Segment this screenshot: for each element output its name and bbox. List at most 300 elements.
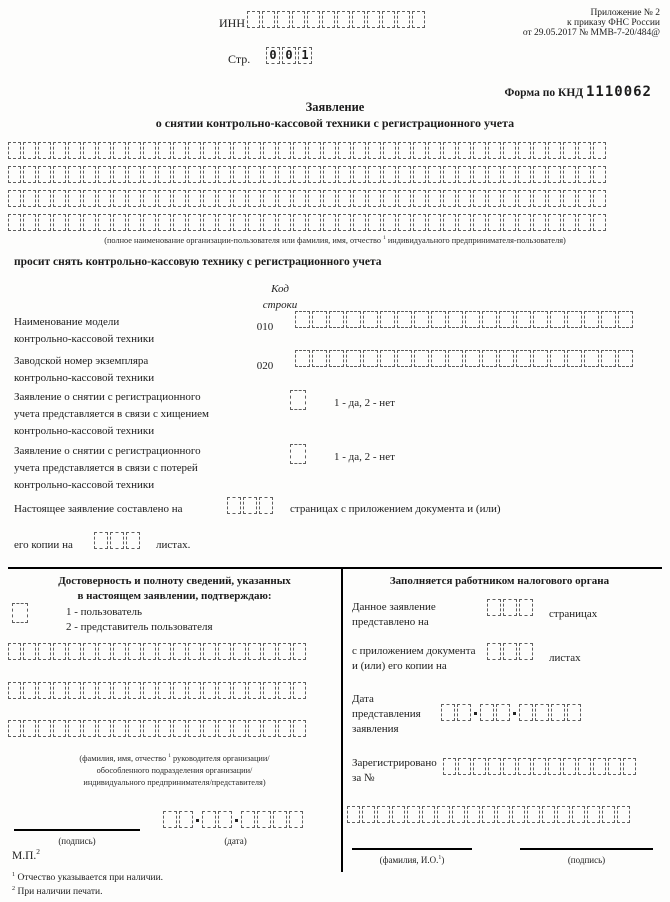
- form-cell: [443, 166, 456, 183]
- form-cell: [518, 214, 531, 231]
- form-cell: [233, 190, 246, 207]
- form-cell: [8, 720, 21, 737]
- form-cell: [488, 190, 501, 207]
- form-cell: [173, 682, 186, 699]
- form-cell: [233, 142, 246, 159]
- form-cell: [578, 166, 591, 183]
- form-cell: [518, 142, 531, 159]
- form-cell: [233, 682, 246, 699]
- form-cell: [535, 704, 549, 721]
- form-cell: [68, 142, 81, 159]
- form-cell: [443, 142, 456, 159]
- form-cell: [448, 311, 463, 328]
- form-cell: [83, 142, 96, 159]
- form-cell: [113, 682, 126, 699]
- form-cell: [53, 720, 66, 737]
- signer-type-field: [12, 603, 30, 623]
- form-cell: [407, 806, 420, 823]
- form-cell: [414, 350, 429, 367]
- form-cell: [143, 720, 156, 737]
- appendix-line: Приложение № 2: [590, 8, 660, 18]
- form-cell: [567, 350, 582, 367]
- form-cell: [503, 758, 516, 775]
- form-cell: [248, 142, 261, 159]
- form-cell: [290, 390, 306, 410]
- form-cell: [83, 166, 96, 183]
- form-cell: [458, 214, 471, 231]
- form-cell: [188, 214, 201, 231]
- submitted-label-line2: представлено на: [352, 616, 429, 628]
- pages-count-label: Настоящее заявление составлено на: [14, 503, 183, 515]
- signature-date-field: [163, 811, 305, 828]
- form-cell: [203, 142, 216, 159]
- form-cell: [188, 166, 201, 183]
- form-cell: [203, 682, 216, 699]
- form-cell: [278, 682, 291, 699]
- form-cell: [518, 166, 531, 183]
- form-cell: [392, 806, 405, 823]
- form-cell: [368, 142, 381, 159]
- form-cell: [516, 350, 531, 367]
- form-cell: [587, 806, 600, 823]
- form-cell: [263, 682, 276, 699]
- form-cell: [278, 142, 291, 159]
- form-cell: [338, 190, 351, 207]
- registered-label-line2: за №: [352, 772, 375, 784]
- form-cell: [128, 214, 141, 231]
- form-cell: [563, 142, 576, 159]
- form-cell: [458, 190, 471, 207]
- form-cell: [295, 350, 310, 367]
- form-cell: [512, 806, 525, 823]
- attachment-label-line2: и (или) его копии на: [352, 660, 447, 672]
- form-cell: [278, 214, 291, 231]
- date-separator-dot: [196, 819, 199, 822]
- form-cell: [488, 214, 501, 231]
- form-cell: [473, 142, 486, 159]
- form-cell: [353, 190, 366, 207]
- form-cell: [482, 806, 495, 823]
- form-cell: [377, 806, 390, 823]
- signer-option-representative: 2 - представитель пользователя: [66, 621, 213, 633]
- form-cell: [263, 166, 276, 183]
- model-name-field: [295, 311, 635, 328]
- footnote-1: $^1$ Отчество указывается при наличии.: [12, 871, 164, 883]
- form-cell: [550, 311, 565, 328]
- form-cell: [431, 350, 446, 367]
- form-cell: [218, 682, 231, 699]
- form-cell: [128, 166, 141, 183]
- form-cell: [8, 643, 21, 660]
- form-cell: [262, 11, 275, 28]
- form-cell: [308, 214, 321, 231]
- submission-date-label-line1: Дата: [352, 693, 374, 705]
- attachment-unit: листах: [549, 652, 581, 664]
- form-cell: [158, 643, 171, 660]
- appendix-line: к приказу ФНС России: [567, 18, 660, 28]
- form-cell: [203, 643, 216, 660]
- form-cell: [263, 214, 276, 231]
- form-cell: [428, 214, 441, 231]
- form-cell: [398, 142, 411, 159]
- date-separator-dot: [474, 712, 477, 715]
- form-cell: 1: [298, 47, 312, 64]
- form-cell: [367, 11, 380, 28]
- date-caption: (дата): [224, 836, 247, 846]
- form-cell: [448, 350, 463, 367]
- section-divider-vertical: [341, 567, 343, 872]
- form-cell: [465, 311, 480, 328]
- form-cell: [293, 214, 306, 231]
- serial-number-field: [295, 350, 635, 367]
- form-cell: [548, 190, 561, 207]
- officer-signature-caption: (подпись): [567, 855, 606, 865]
- form-cell: [593, 190, 606, 207]
- appendix-line: от 29.05.2017 № ММВ-7-20/484@: [522, 28, 660, 38]
- form-cell: [218, 214, 231, 231]
- form-cell: [248, 643, 261, 660]
- form-cell: [241, 811, 255, 828]
- form-cell: [601, 311, 616, 328]
- form-cell: [473, 190, 486, 207]
- form-cell: [413, 142, 426, 159]
- loss-label-line2: учета представляется в связи с потерей: [14, 462, 198, 474]
- form-cell: [278, 720, 291, 737]
- stamp-place-label: М.П.$^2$: [12, 847, 41, 862]
- signature-caption: (подпись): [58, 836, 96, 846]
- form-cell: [458, 758, 471, 775]
- theft-flag-field: [290, 390, 308, 410]
- form-cell: [23, 190, 36, 207]
- form-cell: [347, 806, 360, 823]
- form-cell: [263, 720, 276, 737]
- form-cell: [473, 758, 486, 775]
- form-cell: [533, 142, 546, 159]
- form-cell: [188, 142, 201, 159]
- form-cell: [578, 142, 591, 159]
- form-cell: [128, 190, 141, 207]
- form-cell: [519, 704, 533, 721]
- form-cell: [533, 758, 546, 775]
- form-cell: [233, 643, 246, 660]
- serial-number-label-line1: Заводской номер экземпляра: [14, 355, 149, 367]
- request-line: просит снять контрольно-кассовую технику с регистрационного учета: [14, 256, 382, 268]
- form-cell: [113, 142, 126, 159]
- form-cell: [218, 142, 231, 159]
- loss-options: 1 - да, 2 - нет: [334, 451, 395, 463]
- form-cell: [380, 311, 395, 328]
- form-cell: [202, 811, 216, 828]
- signature-line: [14, 829, 140, 831]
- form-cell: [293, 166, 306, 183]
- form-cell: [308, 142, 321, 159]
- form-cell: [68, 682, 81, 699]
- form-cell: [518, 190, 531, 207]
- signer-caption-line1: (фамилия, имя, отчество $^1$ руководителя организации/: [79, 753, 270, 763]
- form-cell: [363, 350, 378, 367]
- form-cell: [53, 190, 66, 207]
- form-cell: [188, 720, 201, 737]
- form-cell: [323, 166, 336, 183]
- form-cell: [98, 720, 111, 737]
- form-cell: [550, 350, 565, 367]
- form-cell: [473, 166, 486, 183]
- form-cell: [533, 190, 546, 207]
- form-cell: [188, 643, 201, 660]
- applicant-name-row: [8, 142, 608, 159]
- form-cell: [368, 190, 381, 207]
- form-cell: [368, 166, 381, 183]
- form-cell: [295, 311, 310, 328]
- serial-number-label-line2: контрольно-кассовой техники: [14, 372, 155, 384]
- form-cell: [323, 214, 336, 231]
- form-cell: [128, 643, 141, 660]
- form-cell: [578, 214, 591, 231]
- form-cell: [618, 350, 633, 367]
- applicant-name-row: [8, 214, 608, 231]
- theft-options: 1 - да, 2 - нет: [334, 397, 395, 409]
- form-cell: [443, 214, 456, 231]
- form-cell: [293, 643, 306, 660]
- form-cell: [83, 720, 96, 737]
- form-cell: [441, 704, 455, 721]
- inn-label: ИНН: [219, 16, 245, 30]
- theft-label-line3: контрольно-кассовой техники: [14, 425, 155, 437]
- form-cell: [578, 190, 591, 207]
- form-cell: [533, 166, 546, 183]
- form-cell: [503, 599, 517, 616]
- form-cell: [98, 214, 111, 231]
- form-cell: [173, 214, 186, 231]
- form-cell: [188, 190, 201, 207]
- form-cell: [278, 643, 291, 660]
- form-cell: [126, 532, 140, 549]
- form-cell: [397, 11, 410, 28]
- form-cell: [98, 682, 111, 699]
- form-cell: [248, 720, 261, 737]
- form-cell: [158, 720, 171, 737]
- code-header-line2: строки: [262, 299, 298, 311]
- form-cell: [233, 214, 246, 231]
- code-header-line1: Код: [271, 283, 289, 295]
- form-cell: [353, 214, 366, 231]
- form-cell: [488, 166, 501, 183]
- form-cell: [68, 643, 81, 660]
- form-cell: [593, 214, 606, 231]
- submission-date-label-line2: представления: [352, 708, 421, 720]
- form-cell: [173, 643, 186, 660]
- form-cell: [548, 214, 561, 231]
- form-cell: [218, 190, 231, 207]
- form-cell: [533, 311, 548, 328]
- form-cell: [248, 190, 261, 207]
- form-cell: [338, 214, 351, 231]
- form-cell: [428, 166, 441, 183]
- form-cell: [113, 643, 126, 660]
- form-cell: [578, 758, 591, 775]
- form-cell: [203, 190, 216, 207]
- form-cell: [38, 214, 51, 231]
- form-cell: [173, 720, 186, 737]
- attachment-sheets-field: [487, 643, 535, 660]
- form-cell: [431, 311, 446, 328]
- form-cell: [113, 190, 126, 207]
- inn-field: [247, 11, 427, 28]
- form-cell: [465, 350, 480, 367]
- form-cell: [503, 190, 516, 207]
- form-cell: [173, 190, 186, 207]
- form-cell: [382, 11, 395, 28]
- loss-label-line3: контрольно-кассовой техники: [14, 479, 155, 491]
- form-cell: [83, 214, 96, 231]
- form-cell: [158, 190, 171, 207]
- page-number-field: [266, 47, 314, 64]
- form-cell: [143, 643, 156, 660]
- form-cell: [593, 758, 606, 775]
- form-cell: [383, 190, 396, 207]
- form-cell: [23, 720, 36, 737]
- form-cell: [383, 166, 396, 183]
- form-cell: [383, 142, 396, 159]
- form-cell: [188, 682, 201, 699]
- form-cell: [623, 758, 636, 775]
- form-title-line1: Заявление: [305, 100, 365, 114]
- form-cell: [519, 599, 533, 616]
- form-cell: [542, 806, 555, 823]
- form-cell: [248, 682, 261, 699]
- form-cell: [533, 214, 546, 231]
- form-cell: [158, 214, 171, 231]
- form-cell: [68, 190, 81, 207]
- form-title-line2: о снятии контрольно-кассовой техники с регистрационного учета: [155, 116, 515, 130]
- form-cell: [173, 142, 186, 159]
- signer-name-row: [8, 720, 308, 737]
- form-cell: [203, 720, 216, 737]
- form-cell: [398, 190, 411, 207]
- form-cell: [38, 190, 51, 207]
- officer-name-line: [352, 848, 472, 850]
- officer-name-caption: (фамилия, И.О.$^1$): [379, 855, 445, 865]
- form-cell: [110, 532, 124, 549]
- form-cell: [259, 497, 273, 514]
- applicant-name-row: [8, 190, 608, 207]
- appendix-note: [420, 8, 660, 38]
- officer-signature-line: [520, 848, 653, 850]
- form-cell: [293, 142, 306, 159]
- form-cell: [293, 720, 306, 737]
- signer-name-row: [8, 682, 308, 699]
- form-cell: [8, 214, 21, 231]
- form-cell: [608, 758, 621, 775]
- signer-name-row: [8, 643, 308, 660]
- model-name-label-line1: Наименование модели: [14, 316, 120, 328]
- form-cell: [346, 350, 361, 367]
- submitted-unit: страницах: [549, 608, 598, 620]
- form-cell: [158, 142, 171, 159]
- form-cell: [548, 142, 561, 159]
- form-cell: [551, 704, 565, 721]
- form-cell: [179, 811, 193, 828]
- form-cell: [227, 497, 241, 514]
- form-cell: [601, 350, 616, 367]
- form-cell: [113, 214, 126, 231]
- form-cell: [422, 806, 435, 823]
- form-cell: [567, 704, 581, 721]
- form-cell: [380, 350, 395, 367]
- section-divider-horizontal: [8, 567, 662, 569]
- form-cell: 0: [266, 47, 280, 64]
- form-cell: [584, 350, 599, 367]
- form-cell: [443, 758, 456, 775]
- form-cell: [38, 166, 51, 183]
- form-cell: [257, 811, 271, 828]
- submission-date-field: [441, 704, 583, 721]
- attachment-label-line1: с приложением документа: [352, 645, 476, 657]
- form-cell: [128, 142, 141, 159]
- form-cell: [68, 720, 81, 737]
- form-cell: [23, 643, 36, 660]
- form-cell: [98, 142, 111, 159]
- form-cell: [278, 166, 291, 183]
- form-cell: [98, 643, 111, 660]
- form-cell: [383, 214, 396, 231]
- form-cell: [233, 166, 246, 183]
- form-cell: [618, 311, 633, 328]
- theft-label-line1: Заявление о снятии с регистрационного: [14, 391, 201, 403]
- form-cell: [503, 643, 517, 660]
- form-cell: [263, 142, 276, 159]
- form-cell: [243, 497, 257, 514]
- form-cell: [218, 166, 231, 183]
- form-cell: [143, 682, 156, 699]
- row-code-010: 010: [256, 321, 274, 333]
- pages-count-field: [227, 497, 275, 514]
- form-cell: [248, 214, 261, 231]
- form-cell: [397, 350, 412, 367]
- form-cell: [98, 190, 111, 207]
- form-cell: [247, 11, 260, 28]
- form-cell: [38, 142, 51, 159]
- form-cell: [563, 214, 576, 231]
- form-cell: [398, 214, 411, 231]
- form-cell: [8, 682, 21, 699]
- submitted-pages-field: [487, 599, 535, 616]
- submission-date-label-line3: заявления: [352, 723, 399, 735]
- form-cell: [458, 142, 471, 159]
- form-cell: [8, 166, 21, 183]
- form-cell: [352, 11, 365, 28]
- form-cell: [329, 311, 344, 328]
- form-cell: [346, 311, 361, 328]
- form-cell: [503, 166, 516, 183]
- form-cell: [533, 350, 548, 367]
- form-cell: [128, 682, 141, 699]
- form-cell: [548, 166, 561, 183]
- form-cell: [218, 643, 231, 660]
- copies-count-label: его копии на: [14, 539, 73, 551]
- form-cell: [98, 166, 111, 183]
- form-cell: [480, 704, 494, 721]
- form-cell: [233, 720, 246, 737]
- form-cell: [322, 11, 335, 28]
- form-cell: [218, 811, 232, 828]
- form-cell: [323, 142, 336, 159]
- form-cell: [567, 311, 582, 328]
- form-cell: [312, 311, 327, 328]
- form-cell: [503, 214, 516, 231]
- form-cell: [487, 643, 501, 660]
- form-cell: [203, 214, 216, 231]
